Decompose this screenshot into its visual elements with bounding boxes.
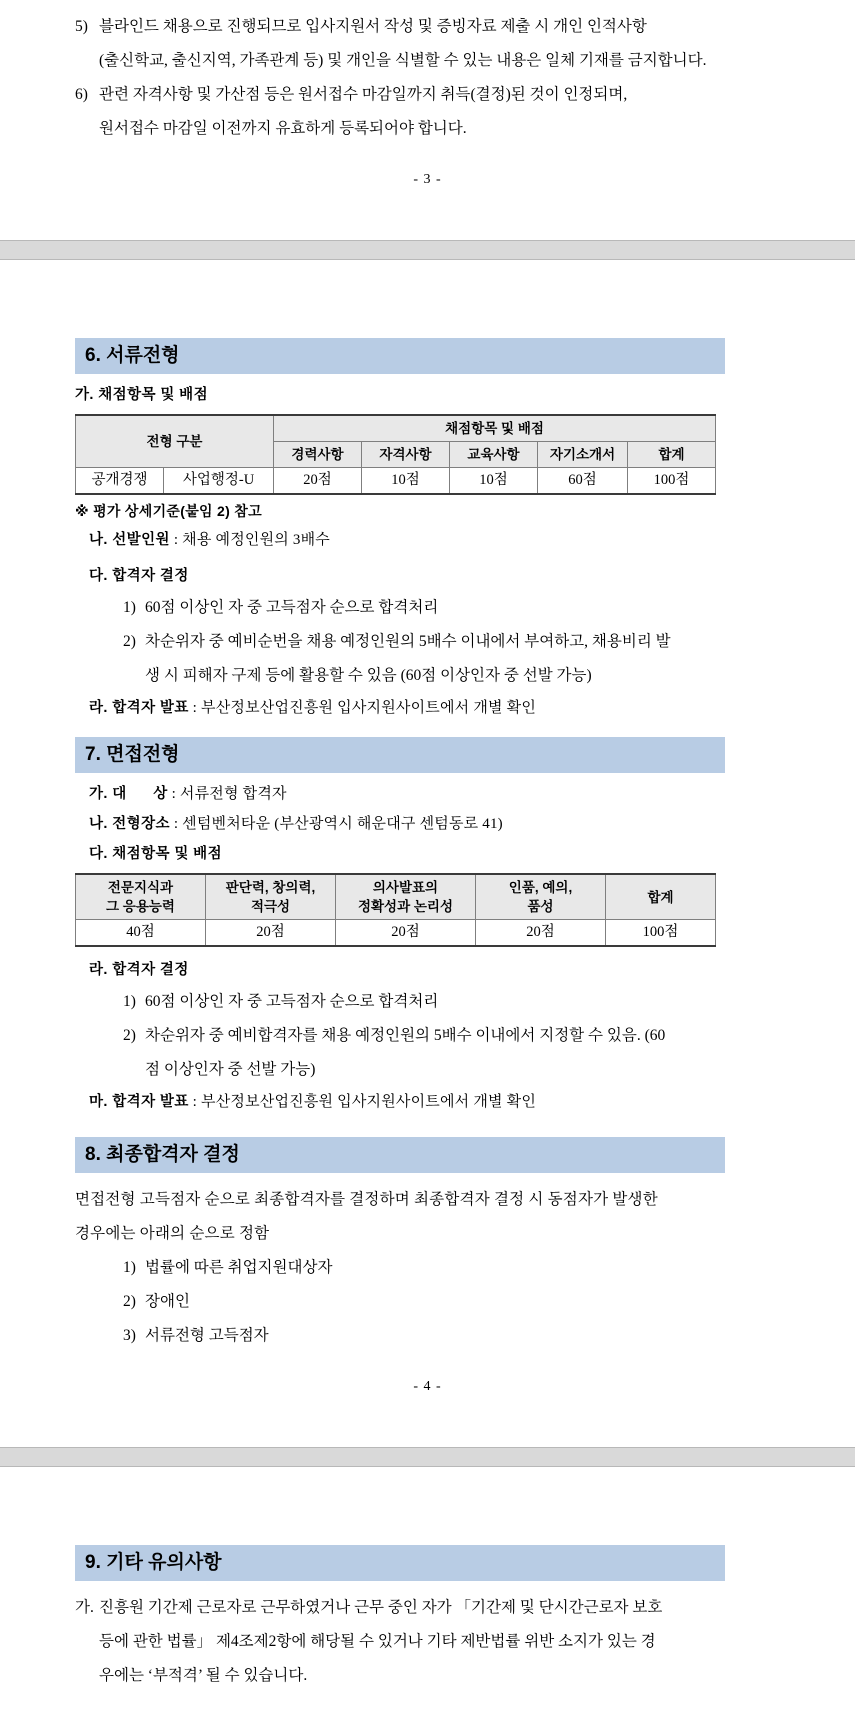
page-break-band [0, 240, 855, 260]
list-marker: 2) [123, 1027, 136, 1044]
page-4 [0, 294, 855, 1415]
list-item [75, 1591, 780, 1625]
col-header-total: 합계 [606, 874, 716, 920]
list-text: 진흥원 기간제 근로자로 근무하였거나 근무 중인 자가 「기간제 및 단시간근로자 보호 [99, 1599, 663, 1616]
section7-sub-b-value: : 센텀벤처타운 (부산광역시 해운대구 센텀동로 41) [169, 816, 503, 832]
list-text: 우에는 ‘부적격’ 될 수 있습니다. [99, 1667, 308, 1684]
list-marker: 1) [123, 1259, 136, 1276]
cell-career-score: 20점 [274, 468, 362, 495]
section8-paragraph-line-1: 면접전형 고득점자 순으로 최종합격자를 결정하며 최종합격자 결정 시 동점자가 발생한 [75, 1191, 658, 1208]
section6-sub-d [75, 693, 780, 723]
list-text: 블라인드 채용으로 진행되므로 입사지원서 작성 및 증빙자료 제출 시 개인 인적사항 [99, 18, 647, 35]
list-item [75, 1319, 780, 1353]
header-line-1: 판단력, 창의력, [225, 880, 316, 895]
section7-sub-d-label: 라. 합격자 결정 [89, 962, 189, 978]
col-header-self-intro: 자기소개서 [538, 442, 628, 468]
section7-sub-e-value: : 부산정보산업진흥원 입사지원사이트에서 개별 확인 [188, 1094, 537, 1110]
cell-expertise-score: 40점 [76, 920, 206, 947]
list-item [75, 1285, 780, 1319]
header-line-1: 의사발표의 [372, 880, 439, 895]
cell-judgement-score: 20점 [206, 920, 336, 947]
col-header-expertise [76, 874, 206, 920]
section-heading-9: 9. 기타 유의사항 [75, 1545, 725, 1581]
header-line-2: 그 응용능력 [106, 899, 175, 914]
header-line-1: 전문지식과 [107, 880, 174, 895]
list-item [75, 78, 780, 112]
header-line-2: 품성 [527, 899, 554, 914]
list-item-cont [75, 659, 780, 693]
list-text: 등에 관한 법률」 제4조제2항에 해당될 수 있거나 기타 제반법률 위반 소지가 있는 경 [99, 1633, 656, 1650]
list-text: 차순위자 중 예비합격자를 채용 예정인원의 5배수 이내에서 지정할 수 있음. (60 [145, 1027, 666, 1044]
list-item [75, 625, 780, 659]
cell-self-intro-score: 60점 [538, 468, 628, 495]
page-number: - 4 - [413, 1379, 442, 1394]
section6-sub-c-label: 다. 합격자 결정 [89, 568, 189, 584]
section6-sub-d-value: : 부산정보산업진흥원 입사지원사이트에서 개별 확인 [188, 700, 537, 716]
page-number: - 3 - [413, 172, 442, 187]
section6-sub-a: 가. 채점항목 및 배점 [75, 387, 208, 403]
list-text: 60점 이상인 자 중 고득점자 순으로 합격처리 [145, 993, 439, 1010]
list-marker: 2) [123, 1293, 136, 1310]
list-text: 원서접수 마감일 이전까지 유효하게 등록되어야 합니다. [99, 120, 467, 137]
page-break-separator [0, 1415, 855, 1501]
cell-presentation-score: 20점 [336, 920, 476, 947]
col-group-left: 전형 구분 [76, 415, 274, 468]
list-text: 장애인 [145, 1293, 190, 1310]
cell-character-score: 20점 [476, 920, 606, 947]
section-heading-8: 8. 최종합격자 결정 [75, 1137, 725, 1173]
list-marker: 5) [75, 18, 88, 35]
list-item [75, 985, 780, 1019]
cell-position: 사업행정-U [164, 468, 274, 495]
section6-sub-b-value: : 채용 예정인원의 3배수 [169, 532, 330, 548]
list-marker: 1) [123, 993, 136, 1010]
section-heading-7: 7. 면접전형 [75, 737, 725, 773]
section7-sub-b-label: 나. 전형장소 [89, 816, 170, 832]
list-item-cont [75, 112, 780, 146]
list-item [75, 1251, 780, 1285]
list-item-cont [75, 1053, 780, 1087]
section7-sub-b [75, 809, 780, 839]
list-text: 60점 이상인 자 중 고득점자 순으로 합격처리 [145, 599, 439, 616]
table-header-row-1 [76, 415, 716, 442]
document-screening-score-table [75, 414, 716, 495]
col-header-judgement [206, 874, 336, 920]
list-text: 서류전형 고득점자 [145, 1327, 269, 1344]
list-marker: 3) [123, 1327, 136, 1344]
section7-sub-a-value: : 서류전형 합격자 [167, 786, 287, 802]
section7-sub-a-label: 가. 대 상 [89, 786, 168, 802]
interview-score-table [75, 873, 716, 947]
col-header-education: 교육사항 [450, 442, 538, 468]
page-3 [0, 0, 855, 208]
col-header-qualification: 자격사항 [362, 442, 450, 468]
section7-sub-c-label: 다. 채점항목 및 배점 [89, 846, 222, 862]
list-item-cont [75, 44, 780, 78]
col-header-presentation [336, 874, 476, 920]
section7-sub-a [75, 779, 780, 809]
header-line-2: 적극성 [250, 899, 291, 914]
list-item [75, 591, 780, 625]
section-heading-6: 6. 서류전형 [75, 338, 725, 374]
list-text: 법률에 따른 취업지원대상자 [145, 1259, 333, 1276]
list-marker: 1) [123, 599, 136, 616]
list-text: 점 이상인자 중 선발 가능) [145, 1061, 316, 1078]
list-item-cont [75, 1659, 780, 1693]
cell-type: 공개경쟁 [76, 468, 164, 495]
page-break-band [0, 1447, 855, 1467]
list-item [75, 1019, 780, 1053]
list-item-cont [75, 1625, 780, 1659]
list-text: 생 시 피해자 구제 등에 활용할 수 있음 (60점 이상인자 중 선발 가능) [145, 667, 592, 684]
section7-sub-e [75, 1087, 780, 1117]
header-line-2: 정확성과 논리성 [357, 899, 454, 914]
col-header-character [476, 874, 606, 920]
col-header-total: 합계 [628, 442, 716, 468]
table-header-row [76, 874, 716, 920]
list-marker: 6) [75, 86, 88, 103]
section6-sub-b-label: 나. 선발인원 [89, 532, 170, 548]
col-group-right: 채점항목 및 배점 [274, 415, 716, 442]
table-row [76, 468, 716, 495]
cell-total-score: 100점 [628, 468, 716, 495]
list-marker: 2) [123, 633, 136, 650]
section7-sub-e-label: 마. 합격자 발표 [89, 1094, 189, 1110]
col-header-career: 경력사항 [274, 442, 362, 468]
cell-qualification-score: 10점 [362, 468, 450, 495]
section6-sub-b [75, 525, 780, 555]
page-5 [0, 1501, 855, 1693]
page-break-separator [0, 208, 855, 294]
cell-total-score: 100점 [606, 920, 716, 947]
section8-paragraph-line-2: 경우에는 아래의 순으로 정함 [75, 1225, 270, 1242]
list-text: (출신학교, 출신지역, 가족관계 등) 및 개인을 식별할 수 있는 내용은 일체 기재를 금지합니다. [99, 52, 707, 69]
table-row [76, 920, 716, 947]
cell-education-score: 10점 [450, 468, 538, 495]
list-marker: 가. [75, 1599, 94, 1616]
list-text: 차순위자 중 예비순번을 채용 예정인원의 5배수 이내에서 부여하고, 채용비리 발 [145, 633, 671, 650]
list-text: 관련 자격사항 및 가산점 등은 원서접수 마감일까지 취득(결정)된 것이 인정되며, [99, 86, 628, 103]
header-line-1: 인품, 예의, [508, 880, 573, 895]
list-item [75, 10, 780, 44]
section6-sub-d-label: 라. 합격자 발표 [89, 700, 189, 716]
section6-note: ※ 평가 상세기준(붙임 2) 참고 [75, 503, 262, 519]
